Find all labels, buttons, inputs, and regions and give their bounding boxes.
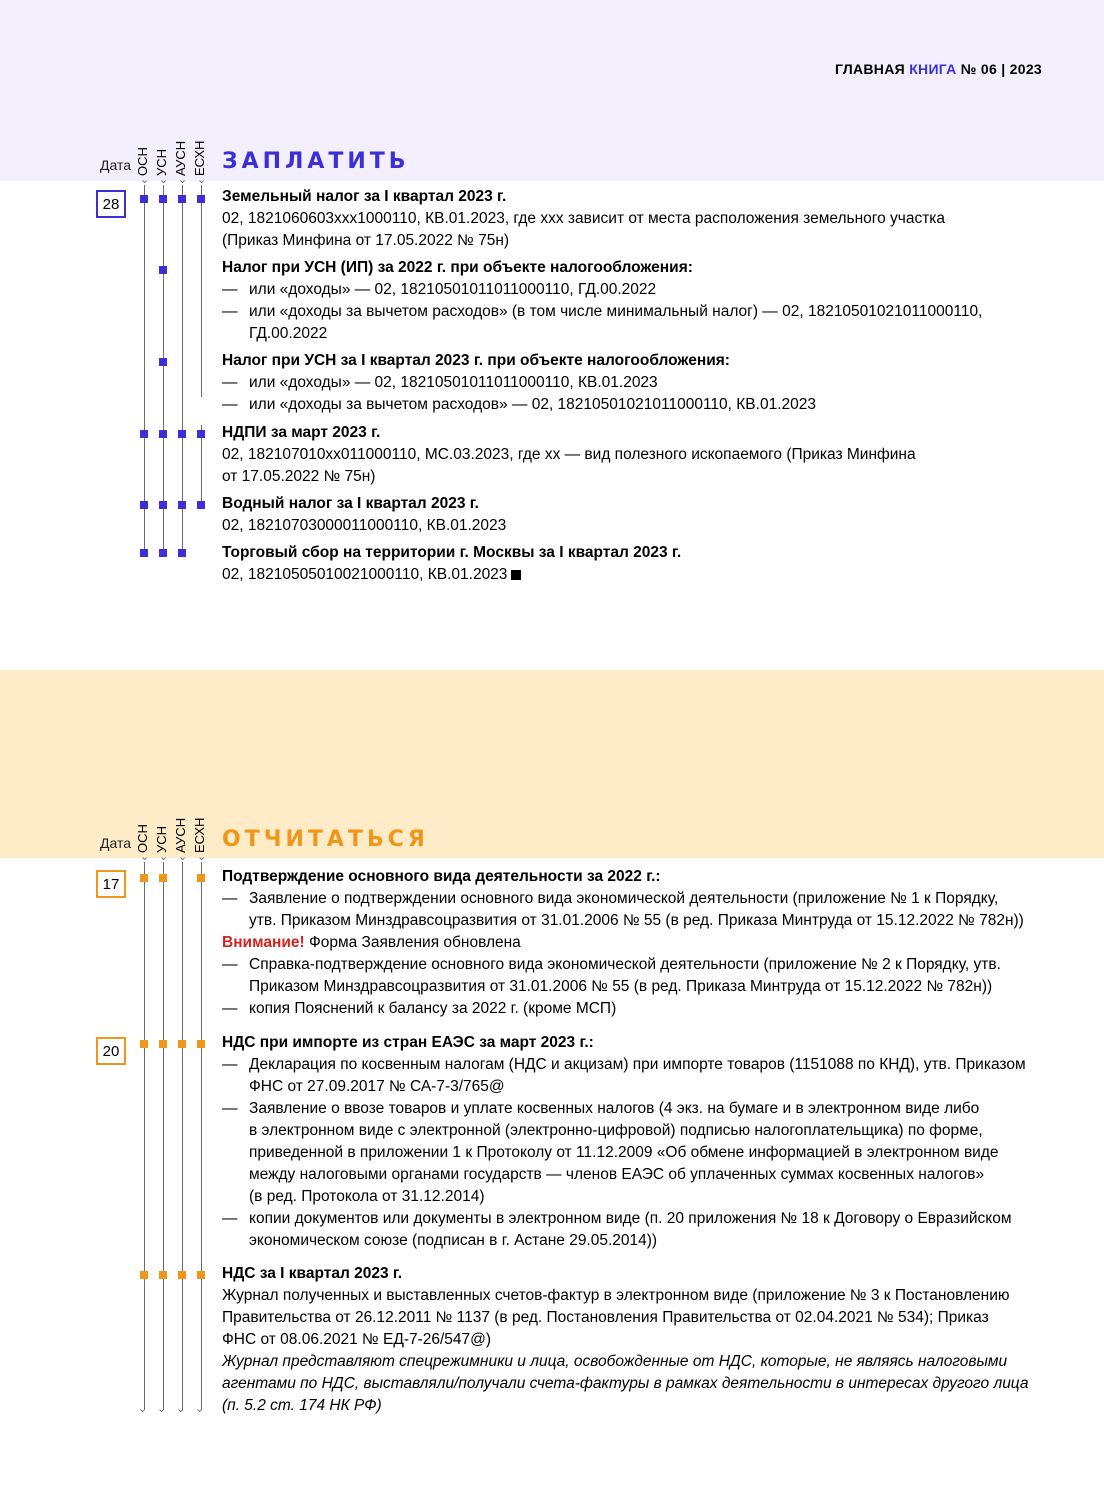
timeline-esxn bbox=[201, 862, 202, 1410]
item-title: Земельный налог за I квартал 2023 г. bbox=[222, 188, 507, 205]
regime-marker bbox=[159, 195, 167, 203]
report-section-title: ОТЧИТАТЬСЯ bbox=[222, 827, 429, 852]
arrow-down-icon: ⌄ bbox=[157, 1403, 167, 1415]
magazine-header bbox=[835, 61, 1042, 77]
regime-marker bbox=[159, 1271, 167, 1279]
pay-section-title: ЗАПЛАТИТЬ bbox=[222, 149, 410, 174]
pay-regime-osn: ОСН bbox=[135, 147, 150, 176]
report-regime-usn: УСН bbox=[154, 825, 169, 853]
regime-marker bbox=[159, 430, 167, 438]
pay-date-badge: 28 bbox=[96, 190, 126, 218]
regime-marker bbox=[197, 874, 205, 882]
regime-marker bbox=[159, 549, 167, 557]
item-title: НДС за I квартал 2023 г. bbox=[222, 1265, 403, 1282]
report-regime-esxn: ЕСХН bbox=[192, 817, 207, 853]
item-line: 02, 18210505010021000110, КВ.01.2023 bbox=[222, 566, 508, 583]
brand-accent: КНИГА bbox=[909, 61, 957, 77]
pay-item-trade-fee bbox=[222, 542, 1052, 586]
timeline-esxn bbox=[201, 185, 202, 397]
item-title: Подтверждение основного вида деятельности за 2022 г.: bbox=[222, 868, 661, 885]
item-title: Торговый сбор на территории г. Москвы за I квартал 2023 г. bbox=[222, 544, 682, 561]
regime-marker bbox=[140, 195, 148, 203]
item-dash-line: (в ред. Протокола от 31.12.2014) bbox=[249, 1188, 485, 1205]
regime-marker bbox=[178, 549, 186, 557]
item-dash-line: Приказом Минздравсоцразвития от 31.01.2006 № 55 (в ред. Приказа Минтруда от 15.12.2022 № 782н)) bbox=[249, 978, 993, 995]
item-dash-line: или «доходы» — 02, 18210501011011000110, ГД.00.2022 bbox=[249, 281, 657, 298]
timeline-osn bbox=[144, 862, 145, 1410]
report-date-label: Дата bbox=[100, 835, 132, 851]
regime-marker bbox=[140, 1040, 148, 1048]
regime-marker bbox=[178, 1040, 186, 1048]
item-line: от 17.05.2022 № 75н) bbox=[222, 468, 376, 485]
regime-marker bbox=[197, 1271, 205, 1279]
chevron-down-icon: ⌄ bbox=[140, 174, 150, 186]
regime-marker bbox=[140, 501, 148, 509]
pay-regime-ausn: АУСН bbox=[173, 140, 188, 176]
chevron-down-icon: ⌄ bbox=[159, 174, 169, 186]
pay-date-label: Дата bbox=[100, 157, 132, 173]
item-dash-line: экономическом союзе (подписан в г. Астане 29.05.2014)) bbox=[249, 1232, 658, 1249]
regime-marker bbox=[159, 266, 167, 274]
item-dash-line: приведенной в приложении 1 к Протоколу от 11.12.2009 «Об обмене информацией в электронном виде bbox=[249, 1144, 999, 1161]
arrow-down-icon: ⌄ bbox=[195, 1403, 205, 1415]
regime-marker bbox=[159, 501, 167, 509]
pay-item-usn-q1: Налог при УСН за I квартал 2023 г. при объекте налогообложения: — или «доходы» — 02, 18210501011011000110, КВ.01.2023 — или «доходы за вычетом расходов» — 02, 18210501021011000110, КВ.01.2023 bbox=[222, 350, 1052, 416]
item-title: Водный налог за I квартал 2023 г. bbox=[222, 495, 479, 512]
pay-item-ndpi bbox=[222, 422, 1052, 488]
item-note: агентами по НДС, выставляли/получали счета-фактуры в рамках деятельности в интересах другого лица bbox=[222, 1375, 1029, 1392]
pay-item-usn-ip: Налог при УСН (ИП) за 2022 г. при объекте налогообложения: — или «доходы» — 02, 18210501011011000110, ГД.00.2022 — или «доходы за вычетом расходов» (в том числе минимальный налог) — 02, 18210501021011000110, ГД.00.2022 bbox=[222, 257, 1052, 345]
chevron-down-icon: ⌄ bbox=[159, 851, 169, 863]
item-dash-line: копии документов или документы в электронном виде (п. 20 приложения № 18 к Договору о Евразийском bbox=[249, 1210, 1012, 1227]
item-dash-line: или «доходы» — 02, 18210501011011000110, КВ.01.2023 bbox=[249, 374, 658, 391]
item-title: НДС при импорте из стран ЕАЭС за март 2023 г.: bbox=[222, 1034, 594, 1051]
timeline-usn bbox=[163, 862, 164, 1410]
item-note: Журнал представляют спецрежимники и лица, освобожденные от НДС, которые, не являясь налоговыми bbox=[222, 1353, 1008, 1370]
regime-marker bbox=[159, 358, 167, 366]
item-line: ФНС от 08.06.2021 № ЕД-7-26/547@) bbox=[222, 1331, 492, 1348]
chevron-down-icon: ⌄ bbox=[178, 174, 188, 186]
warning-label: Внимание! bbox=[222, 934, 305, 951]
regime-marker bbox=[178, 501, 186, 509]
chevron-down-icon: ⌄ bbox=[140, 851, 150, 863]
item-dash-line: Декларация по косвенным налогам (НДС и акцизам) при импорте товаров (1151088 по КНД), утв. Приказом bbox=[249, 1056, 1026, 1073]
pay-regime-usn: УСН bbox=[154, 148, 169, 176]
item-dash-line: Заявление о подтверждении основного вида экономической деятельности (приложение № 1 к Порядку, bbox=[249, 890, 999, 907]
regime-marker bbox=[140, 874, 148, 882]
regime-marker bbox=[178, 195, 186, 203]
regime-marker bbox=[197, 1040, 205, 1048]
report-regime-osn: ОСН bbox=[135, 824, 150, 853]
pay-item-water-tax bbox=[222, 493, 1052, 537]
item-dash-line: или «доходы за вычетом расходов» — 02, 18210501021011000110, КВ.01.2023 bbox=[249, 396, 816, 413]
report-date-badge: 20 bbox=[96, 1037, 126, 1065]
item-line: 02, 1821060603xxx1000110, КВ.01.2023, где xxx зависит от места расположения земельного участка bbox=[222, 210, 946, 227]
chevron-down-icon: ⌄ bbox=[178, 851, 188, 863]
report-regime-ausn: АУСН bbox=[173, 817, 188, 853]
regime-marker bbox=[140, 1271, 148, 1279]
regime-marker bbox=[197, 195, 205, 203]
item-note: (п. 5.2 ст. 174 НК РФ) bbox=[222, 1397, 382, 1414]
end-mark-icon bbox=[511, 570, 521, 580]
regime-marker bbox=[178, 1271, 186, 1279]
pay-regime-esxn: ЕСХН bbox=[192, 140, 207, 176]
regime-marker bbox=[197, 430, 205, 438]
item-dash-line: в электронном виде с электронной (электронно-цифровой) подписью налогоплательщика) по форме, bbox=[249, 1122, 983, 1139]
item-dash-line: копия Пояснений к балансу за 2022 г. (кроме МСП) bbox=[249, 1000, 617, 1017]
arrow-down-icon: ⌄ bbox=[138, 1403, 148, 1415]
item-line: (Приказ Минфина от 17.05.2022 № 75н) bbox=[222, 232, 510, 249]
item-title: Налог при УСН (ИП) за 2022 г. при объекте налогообложения: bbox=[222, 259, 693, 276]
item-dash-line: или «доходы за вычетом расходов» (в том числе минимальный налог) — 02, 18210501021011000110, bbox=[249, 303, 983, 320]
report-date-badge: 17 bbox=[96, 870, 126, 898]
item-line: Журнал полученных и выставленных счетов-фактур в электронном виде (приложение № 3 к Постановлению bbox=[222, 1287, 1010, 1304]
item-dash-line: между налоговыми органами государств — членов ЕАЭС об уплаченных суммах косвенных налогов» bbox=[249, 1166, 985, 1183]
regime-marker bbox=[197, 501, 205, 509]
brand-main: ГЛАВНАЯ bbox=[834, 61, 905, 77]
timeline-ausn bbox=[182, 862, 183, 1410]
item-line: Правительства от 26.12.2011 № 1137 (в ред. Постановления Правительства от 02.04.2021 № 534); Приказ bbox=[222, 1309, 989, 1326]
item-dash-line: Справка-подтверждение основного вида экономической деятельности (приложение № 2 к Порядку, утв. bbox=[249, 956, 1001, 973]
item-dash-line: Заявление о ввозе товаров и уплате косвенных налогов (4 экз. на бумаге и в электронном виде либо bbox=[249, 1100, 980, 1117]
item-title: НДПИ за март 2023 г. bbox=[222, 424, 381, 441]
issue-number: № 06 | 2023 bbox=[960, 61, 1042, 77]
chevron-down-icon: ⌄ bbox=[197, 174, 207, 186]
item-dash-line: утв. Приказом Минздравсоцразвития от 31.01.2006 № 55 (в ред. Приказа Минтруда от 15.12.2022 № 782н)) bbox=[249, 912, 1024, 929]
regime-marker bbox=[159, 874, 167, 882]
arrow-down-icon: ⌄ bbox=[176, 1403, 186, 1415]
report-item-vat-q1 bbox=[222, 1263, 1052, 1417]
regime-marker bbox=[178, 430, 186, 438]
item-title: Налог при УСН за I квартал 2023 г. при объекте налогообложения: bbox=[222, 352, 730, 369]
chevron-down-icon: ⌄ bbox=[197, 851, 207, 863]
item-dash-line: ГД.00.2022 bbox=[249, 325, 328, 342]
regime-marker bbox=[159, 1040, 167, 1048]
regime-marker bbox=[140, 549, 148, 557]
report-item-activity-confirmation: Подтверждение основного вида деятельности за 2022 г.: — Заявление о подтверждении основного вида экономической деятельности (приложение № 1 к Порядку, утв. Приказом Минздравсоцразвития от 31.01.2006 № 55 (в ред. Приказа Минтруда от 15.12.2022 № 782н)) Внимание! Форма Заявления обновлена — Справка-подтверждение основного вида экономической деятельности (приложение № 2 к Порядку, утв. Приказом Минздравсоцразвития от 31.01.2006 № 55 (в ред. Приказа Минтруда от 15.12.2022 № 782н)) — копия Пояснений к балансу за 2022 г. (кроме МСП) bbox=[222, 866, 1052, 1020]
regime-marker bbox=[140, 430, 148, 438]
item-dash-line: ФНС от 27.09.2017 № СА-7-3/765@ bbox=[249, 1078, 505, 1095]
pay-item-land-tax bbox=[222, 186, 1052, 252]
warning-text: Форма Заявления обновлена bbox=[308, 934, 521, 951]
item-line: 02, 18210703000011000110, КВ.01.2023 bbox=[222, 517, 507, 534]
item-line: 02, 182107010xx011000110, МС.03.2023, где xx — вид полезного ископаемого (Приказ Минфина bbox=[222, 446, 916, 463]
report-item-vat-import: НДС при импорте из стран ЕАЭС за март 2023 г.: — Декларация по косвенным налогам (НДС и акцизам) при импорте товаров (1151088 по КНД), утв. Приказом ФНС от 27.09.2017 № СА-7-3/765@ — Заявление о ввозе товаров и уплате косвенных налогов (4 экз. на бумаге и в электронном виде либо в электронном виде с электронной (электронно-цифровой) подписью налогоплательщика) по форме, приведенной в приложении 1 к Протоколу от 11.12.2009 «Об обмене информацией в электронном виде между налоговыми органами государств — членов ЕАЭС об уплаченных суммах косвенных налогов» (в ред. Протокола от 31.12.2014) — копии документов или документы в электронном виде (п. 20 приложения № 18 к Договору о Евразийском экономическом союзе (подписан в г. Астане 29.05.2014)) bbox=[222, 1032, 1052, 1252]
